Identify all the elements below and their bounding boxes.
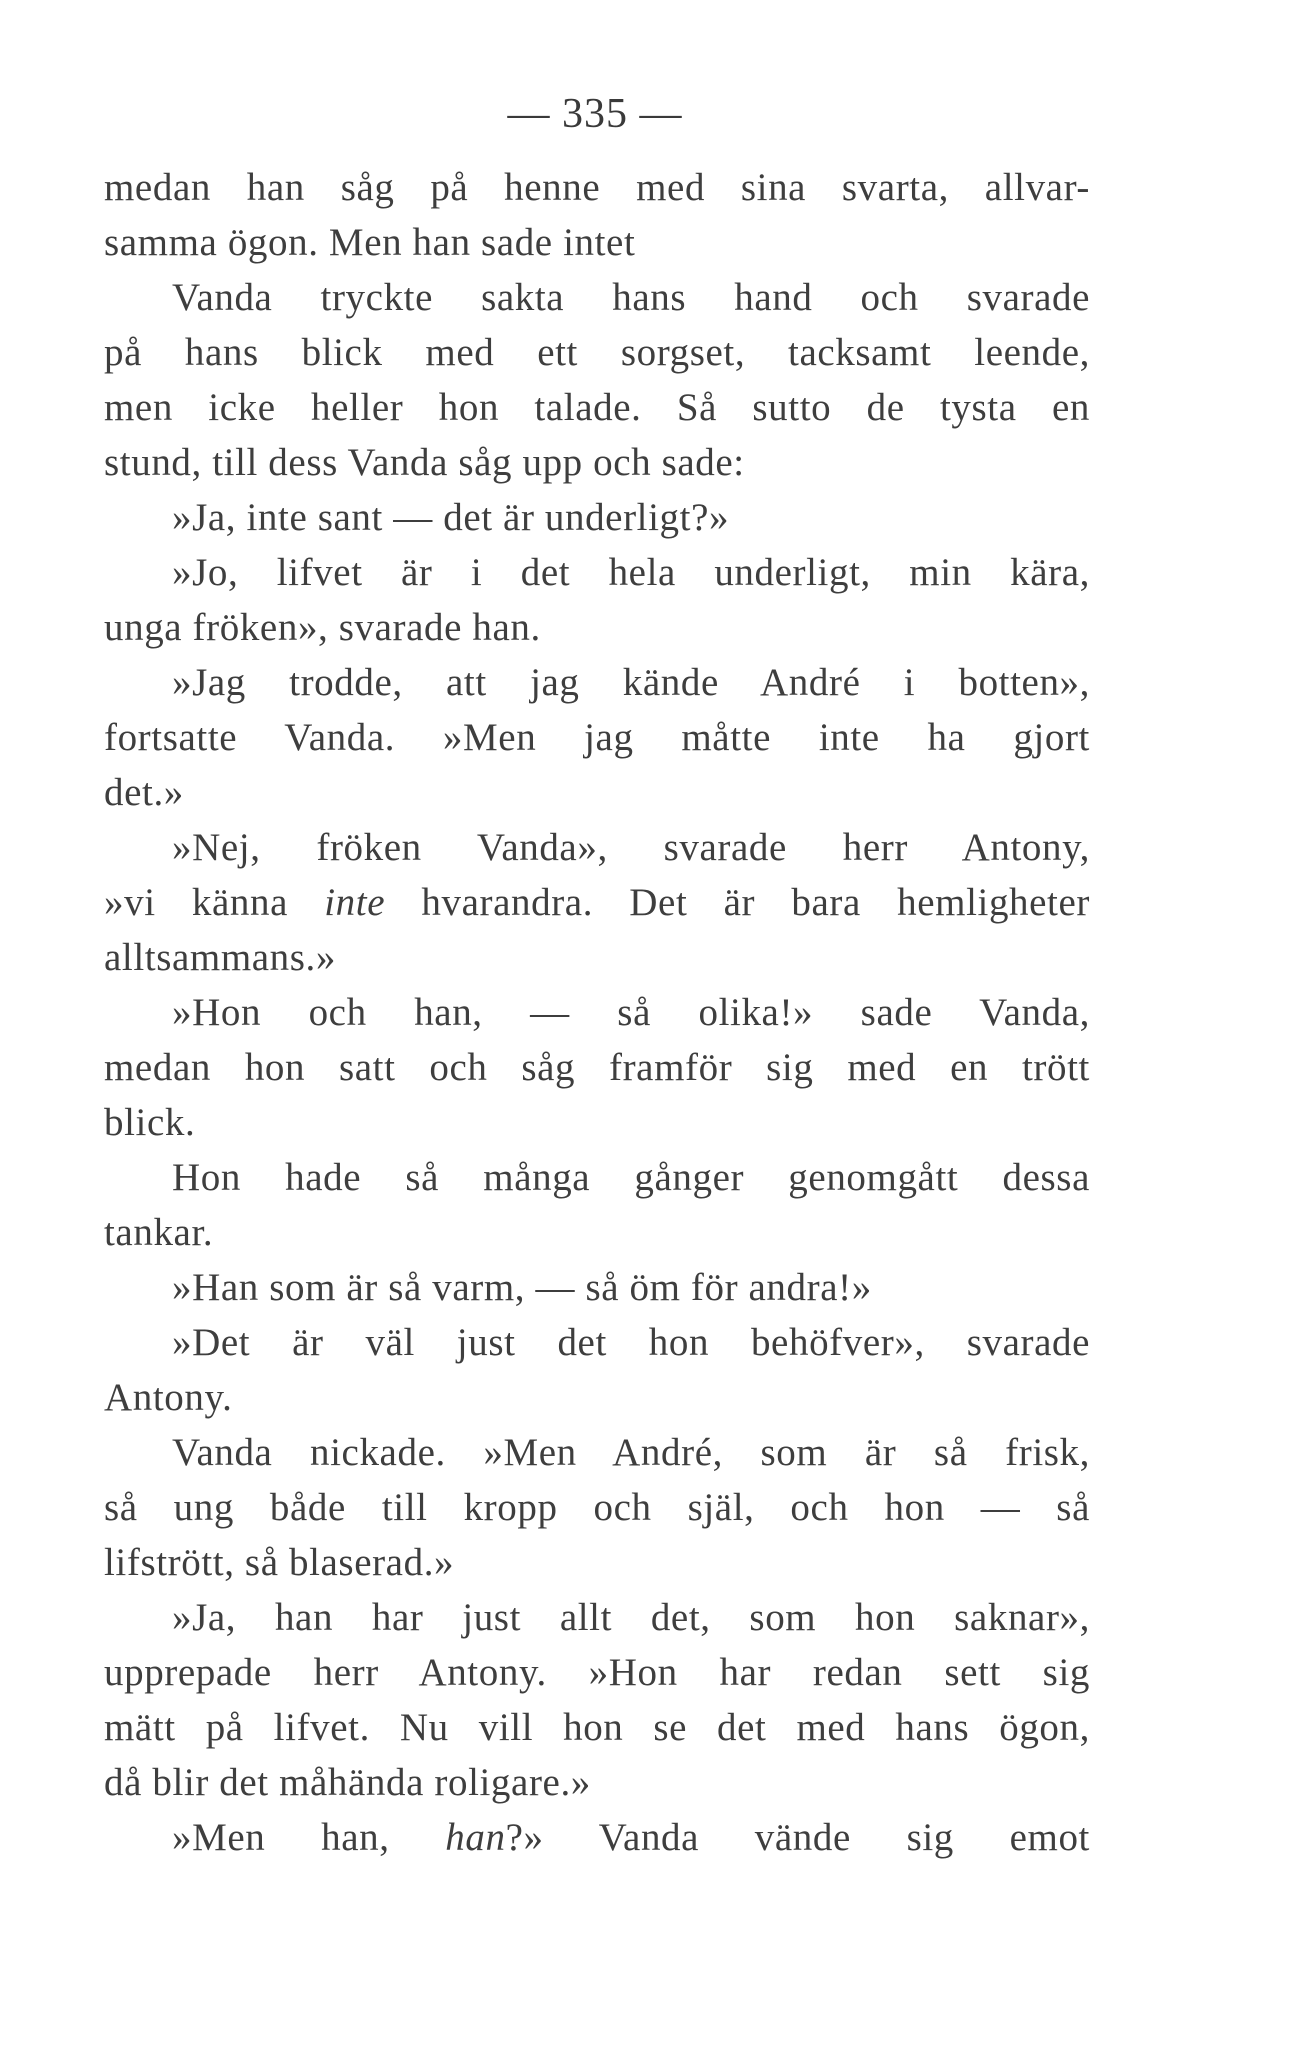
text-line: upprepade herr Antony. »Hon har redan sett sig xyxy=(104,1651,1090,1694)
text-line: lifstrött, så blaserad.» xyxy=(104,1541,455,1584)
text-line: alltsammans.» xyxy=(104,936,337,979)
text-line: »Jo, lifvet är i det hela underligt, min kära, xyxy=(172,551,1090,594)
text-line xyxy=(104,1810,1090,1865)
text-line: på hans blick med ett sorgset, tacksamt leende, xyxy=(104,331,1090,374)
text-line: Antony. xyxy=(104,1376,233,1419)
text-line: blick. xyxy=(104,1101,196,1144)
text-line xyxy=(104,875,1090,930)
text-segment: »Men han, xyxy=(172,1816,446,1859)
text-line: »Han som är så varm, — så öm för andra!» xyxy=(172,1266,872,1309)
text-line: »Nej, fröken Vanda», svarade herr Antony, xyxy=(172,826,1090,869)
text-line: samma ögon. Men han sade intet xyxy=(104,221,636,264)
text-line: så ung både till kropp och själ, och hon — så xyxy=(104,1486,1090,1529)
text-segment: ?» Vanda vände sig emot xyxy=(505,1816,1090,1859)
text-line: Vanda tryckte sakta hans hand och svarade xyxy=(172,276,1090,319)
text-line: Hon hade så många gånger genomgått dessa xyxy=(172,1156,1090,1199)
text-line: »Jag trodde, att jag kände André i botten», xyxy=(172,661,1090,704)
italic-word: han xyxy=(445,1816,506,1859)
body-text xyxy=(104,160,1090,1865)
page-number: — 335 — xyxy=(507,91,683,137)
text-line: »Det är väl just det hon behöfver», svarade xyxy=(172,1321,1090,1364)
text-segment: hvarandra. Det är bara hemligheter xyxy=(385,881,1090,924)
text-line: medan han såg på henne med sina svarta, allvar- xyxy=(104,166,1090,209)
text-line: det.» xyxy=(104,771,184,814)
text-line: »Ja, han har just allt det, som hon saknar», xyxy=(172,1596,1090,1639)
text-line: stund, till dess Vanda såg upp och sade: xyxy=(104,441,745,484)
text-line: »Hon och han, — så olika!» sade Vanda, xyxy=(172,991,1090,1034)
italic-word: inte xyxy=(324,881,386,924)
text-line: fortsatte Vanda. »Men jag måtte inte ha gjort xyxy=(104,716,1090,759)
text-line: unga fröken», svarade han. xyxy=(104,606,541,649)
text-segment: »vi känna xyxy=(104,881,325,924)
text-line: medan hon satt och såg framför sig med en trött xyxy=(104,1046,1090,1089)
text-line: då blir det måhända roligare.» xyxy=(104,1761,591,1804)
text-line: men icke heller hon talade. Så sutto de tysta en xyxy=(104,386,1090,429)
text-line: »Ja, inte sant — det är underligt?» xyxy=(172,496,730,539)
text-line: mätt på lifvet. Nu vill hon se det med hans ögon, xyxy=(104,1706,1090,1749)
text-line: Vanda nickade. »Men André, som är så frisk, xyxy=(172,1431,1090,1474)
text-line: tankar. xyxy=(104,1211,214,1254)
